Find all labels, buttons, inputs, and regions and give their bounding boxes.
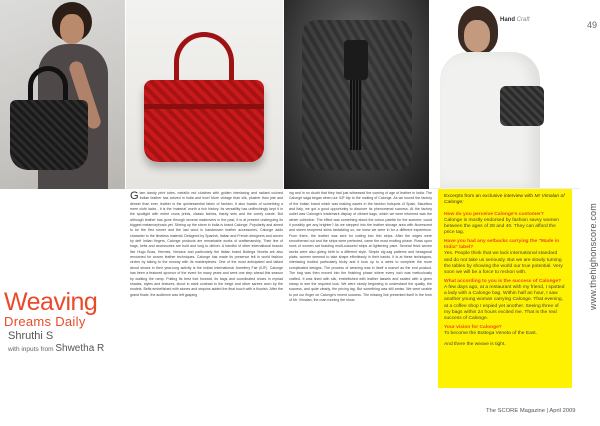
body-column-2: [289, 191, 432, 303]
question: How do you perceive Calonge's customer?: [444, 211, 544, 217]
qa-item-3: [444, 279, 566, 323]
black-tote-bag: [10, 100, 88, 170]
body-column-1: [130, 191, 283, 298]
interview-closing: And there the weave is tight.: [444, 342, 506, 348]
body-column-2-text: ing and in no doubt that they had just witnessed the coming of age of leather in India. The Calonge saga began when our IIJF trip to the making of Calonge. As we toured the factory of the Indian brand which was making waves in the fashion hotspots of Spain, Mauritius and Italy, we got a good opportunity to discover its phenomenal success. At the factory outlet was Calonge's trademark display of vibrant bags, which we were informed was the winter collection. The effect was something about the colour palette for the summer; could it possibly get any brighter? As we stepped into the leather storage area with fluorescent and sheen tempered skins tantalizing us, we knew we were in for a different experience. From there, the leather was sent for cutting into thin strips. After the edges were smoothened out and the strips were perfected, came the most exciting phase. Rows upon rows of women sat braiding multi-coloured strips at lightening pace. Several thick woven works were also giving birth to a different style. Simple zig-zag patterns and hexagonal plaits, women seemed to take shape effortlessly in their hands. It is at these techniques, interlacing bodied particularly tricky and it took up to a week to complete the more complicated designs. The process of weaving was in itself a marvel as the end product. The bag was then moved into the finishing phase where every inch was meticulously crafted. It was lined with silk, embellished with leather tassels and sealed with a given stamp to see the required look. We were slowly beginning to understand the quality, the success, and quite clearly, the pricing tag. But something was still amiss. We went unable to put our finger on Calonge's recent success. The missing link presented itself in the form of Mr. Vimalan, the man running the show.: [289, 191, 432, 302]
bag-tassel: [350, 80, 362, 150]
body-column-1-text: lam dandy print totes, metallic red clutches with golden interlacing and radiant colored Indian leather has arrived in India and how! More vintage than silk, plusher than jute and denser than ever, leather is the quintessential fabric of fashion. It also boasts of something a mere cloth lacks - it is the 'material' worth a rich history. Its versatility has unflinchingly kept it in the spotlight with entire cross prints, classic fabrics, flashy sets and the comfy suede. But although leather has gone through several makeovers in the past, it is at present undergoing its biggest metamorphosis yet. Stirring up the storm in India is brand Calonge. Popularity and aimed to be the first runner and the last word in handwoven leather accessories, Calonge adds character to the timeless material. Designed by Spanish, Italian and French designers and woven by deft Indian fingers, Calonge products are remarkable works of craftsmanship. Their line of bags, belts and accessories are bold and long to deliver. A handful of other international brands like Hugo Boss, Hermes, Versace and particularly the Italian brand Bottega Veneta are also renowned for woven leather techniques. Calonge has made its presence felt in world fashion circles by taking to the runway with its masterpieces. One of the most anticipated and talked about shows in their year-long activity is the Indian International Jewellery Fair (IIJF). Calonge has been a featured sponsor of the event for many years and went one step ahead this season by walking the ramp. Putting its best foot forward, its bags and coordinated shoes in myriad shades, styles and textures, stood in stark contrast to the beige and silver sarees worn by the models. Belts embellished with stones and sequins added the final touch with a flourish. After the grand finale, the audience was left gasping: [130, 191, 283, 297]
question: What according to you is the success of Calonge?: [444, 278, 562, 284]
interview-intro: [444, 194, 566, 207]
red-handbag: [144, 80, 264, 162]
red-bag-band: [144, 104, 264, 109]
byline-with-inputs: with inputs from: [8, 346, 54, 353]
question: Have you had any setbacks carrying the "Made in India" label?: [444, 238, 560, 251]
footer-magazine-info: The SCORE Magazine | April 2009: [486, 408, 576, 414]
question: Your vision for Calonge?: [444, 324, 502, 330]
photo-black-bag-tassel: [284, 0, 429, 189]
photo-red-handbag: [126, 0, 283, 189]
page-number: 49: [587, 20, 598, 30]
section-hand: Hand: [500, 17, 515, 23]
byline-author: Shruthi S: [8, 330, 54, 342]
photo-woman-in-white: [430, 0, 580, 189]
photo-woman-with-black-tote: [0, 0, 125, 189]
answer: To become the Bottega Veneta of the East.: [444, 330, 537, 336]
side-website-url[interactable]: www.thehighonscore.com: [588, 203, 598, 310]
qa-item-1: [444, 212, 566, 237]
article-subtitle: Dreams Daily: [4, 314, 86, 329]
byline-contributor-line: [8, 343, 126, 354]
answer: A few days ago, at a restaurant with my friend, I spotted a lady with a Calonge bag. Within half an hour, I saw another young woman carrying Calonge. That evening, at a coffee shop I espied yet another. Seeing three of my bags within 24 hours excited me. That is the real success of Calonge.: [444, 284, 565, 322]
interview-box: [438, 189, 572, 388]
interview-intro-text: Excerpts from an exclusive interview with: [444, 194, 534, 199]
article-title-block: [4, 289, 122, 329]
byline-contributor: Shwetha R: [55, 343, 105, 354]
small-black-bag: [500, 86, 544, 126]
model-face-2: [464, 20, 490, 52]
answer: Yes. People think that we lack international standard and do not take us seriously. But we are slowly turning the tables by showing the world our true potential. Very soon we will be a force to reckon with.: [444, 251, 563, 276]
interviewer-name: Mr Vimalan of Calonge:: [444, 194, 565, 206]
article-title: Weaving: [4, 288, 98, 316]
bag-clasp: [344, 40, 368, 80]
section-tag: [500, 17, 530, 23]
drop-cap: G: [130, 190, 139, 202]
byline: [8, 330, 126, 354]
qa-item-4: [444, 325, 566, 338]
model-face: [60, 14, 84, 44]
section-craft: Craft: [516, 17, 530, 23]
answer: Calonge is mostly endorsed by fashion savvy women between the ages of 28 and 40. They can afford the price tag.: [444, 217, 559, 236]
qa-item-2: [444, 239, 566, 277]
